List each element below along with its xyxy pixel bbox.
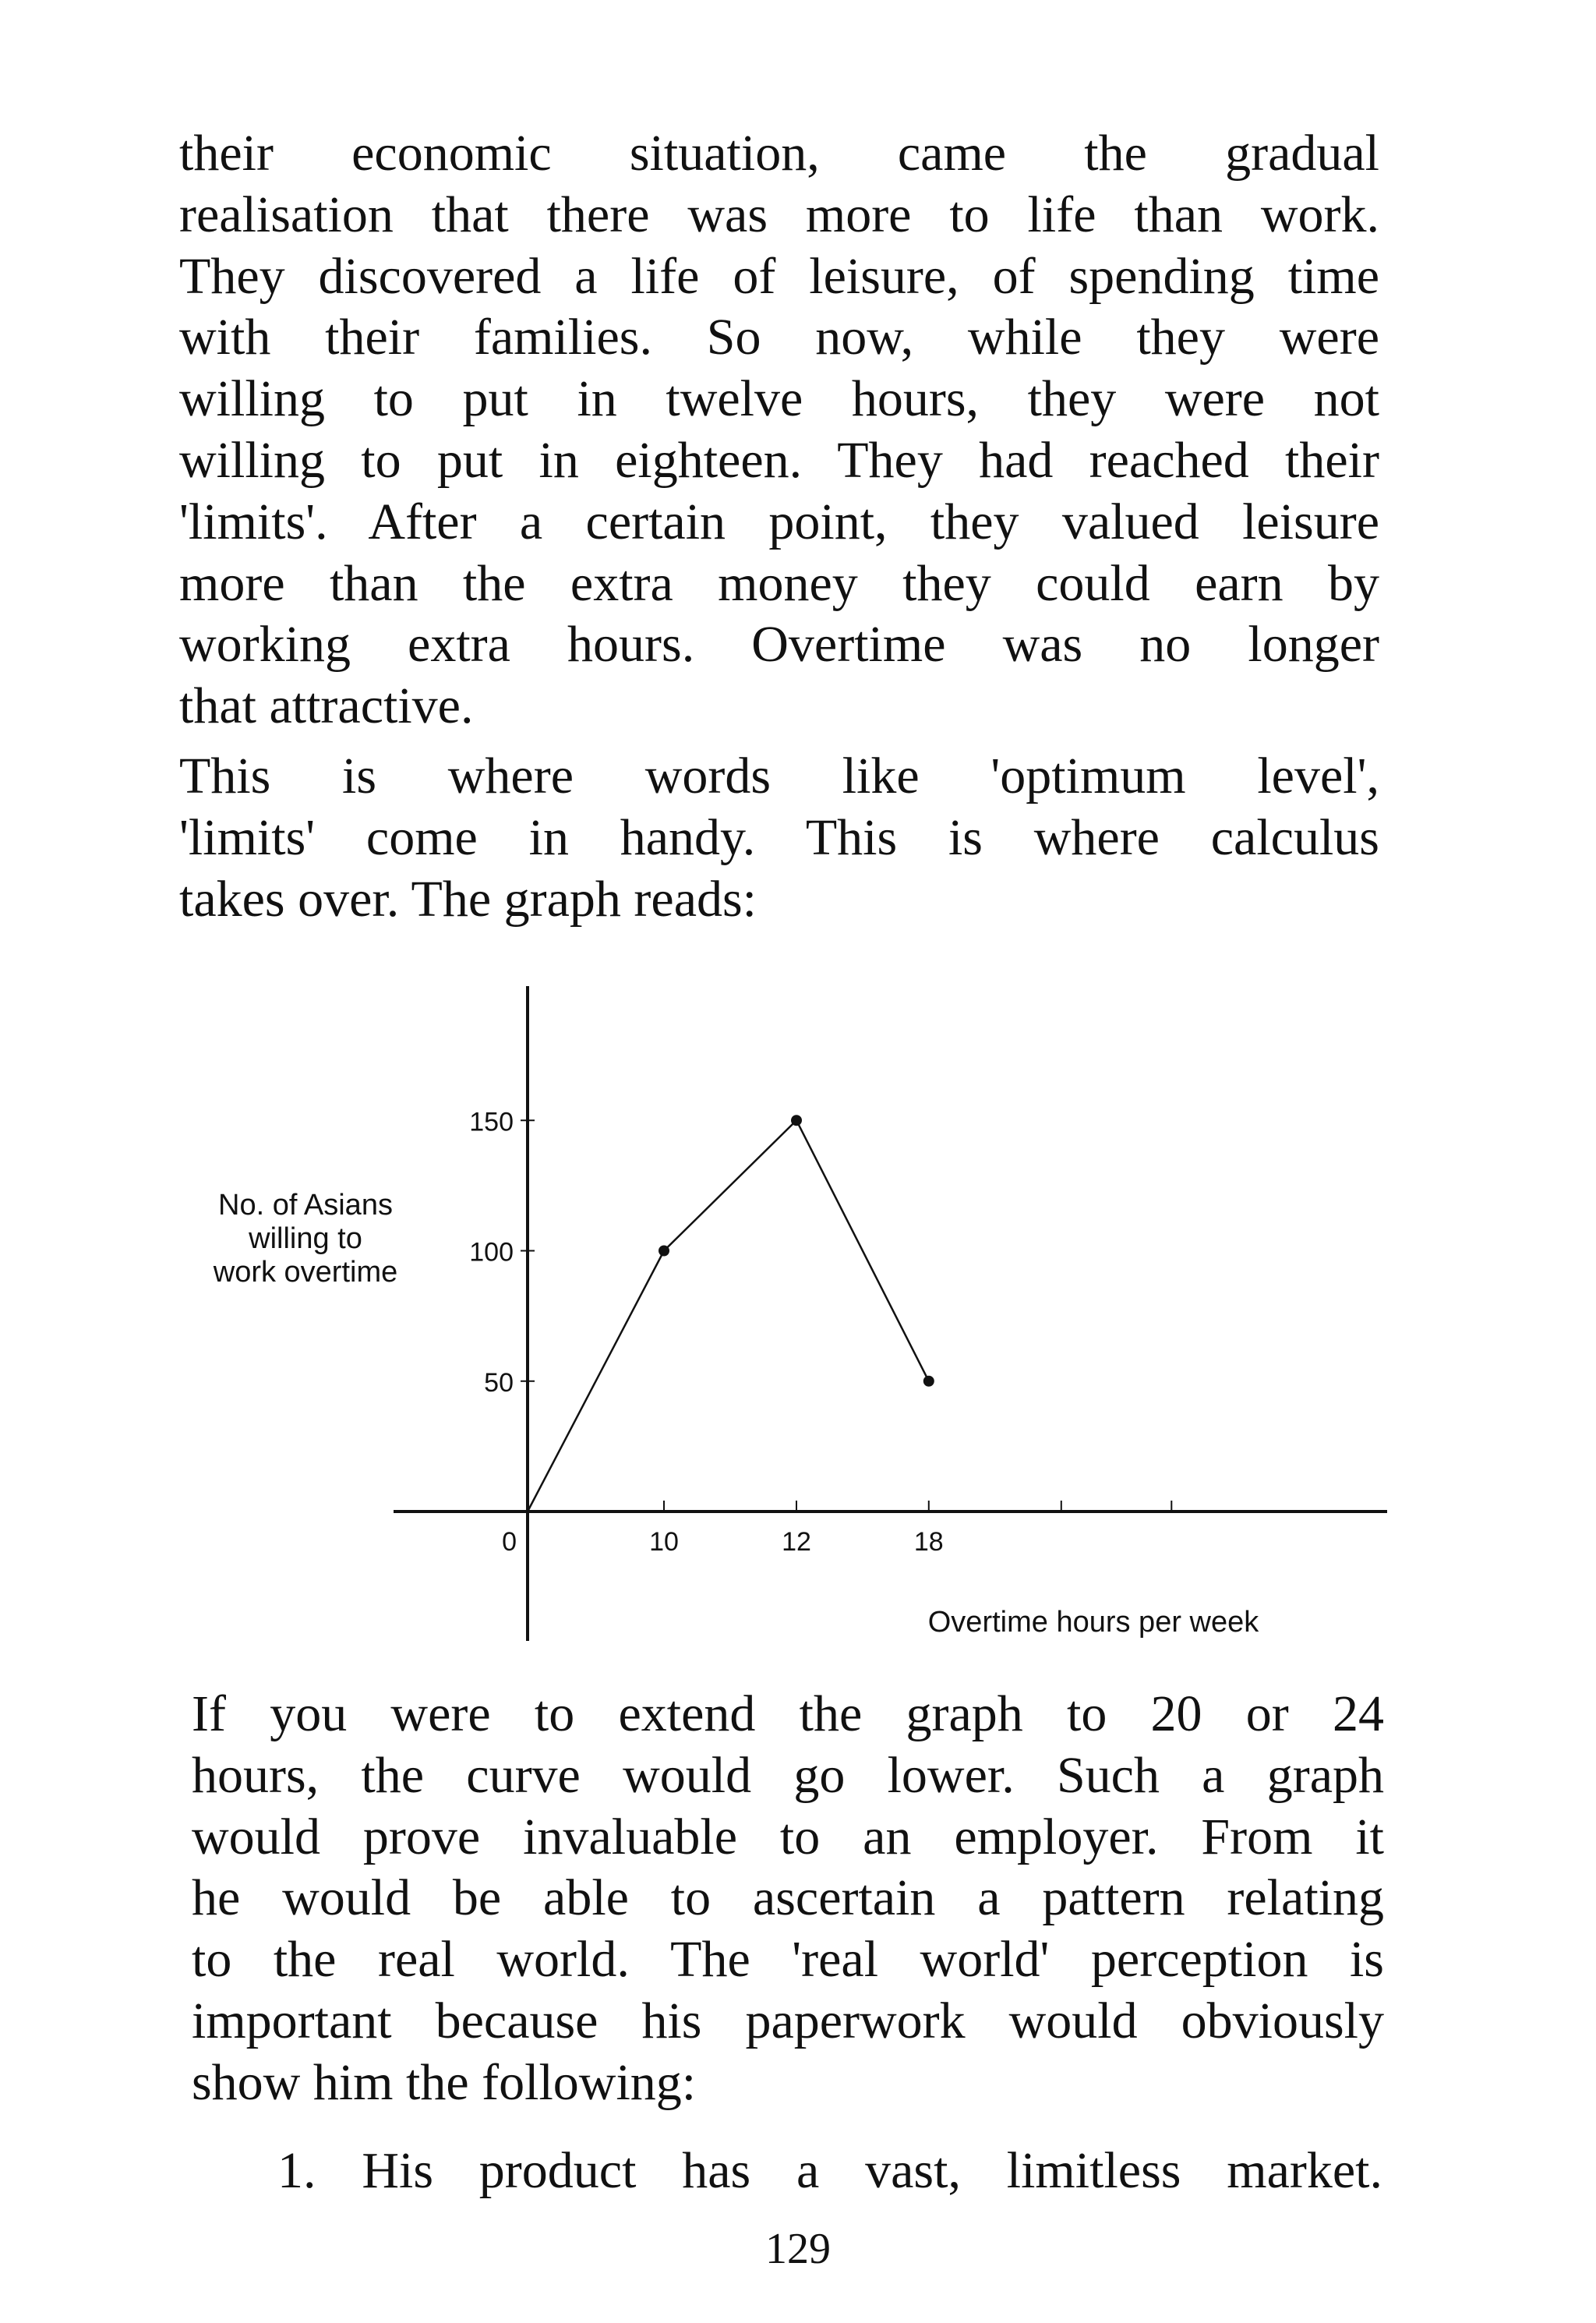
paragraph-3-line: show him the following: bbox=[192, 2053, 697, 2111]
paragraph-2-line: 'limits' come in handy. This is where calculus bbox=[179, 808, 1379, 866]
paragraph-3 bbox=[192, 1684, 1384, 2114]
y-tick-label: 150 bbox=[469, 1107, 514, 1137]
x-tick-label: 12 bbox=[782, 1527, 811, 1557]
y-axis-label: No. of Asians bbox=[218, 1189, 393, 1222]
x-tick-label: 10 bbox=[649, 1527, 679, 1557]
data-point bbox=[791, 1115, 802, 1126]
paragraph-1-line: willing to put in twelve hours, they were not bbox=[179, 370, 1379, 428]
x-axis-label: Overtime hours per week bbox=[927, 1606, 1259, 1639]
data-point bbox=[659, 1246, 669, 1257]
series-line bbox=[528, 1120, 929, 1512]
paragraph-1-line: 'limits'. After a certain point, they valued leisure bbox=[179, 493, 1379, 550]
y-axis-label: work overtime bbox=[213, 1256, 398, 1289]
paragraph-1-line: willing to put in eighteen. They had reached their bbox=[179, 431, 1379, 489]
paragraph-1-line: that attractive. bbox=[179, 677, 474, 735]
y-tick-label: 50 bbox=[484, 1367, 514, 1398]
paragraph-2-line: This is where words like 'optimum level', bbox=[179, 748, 1379, 804]
y-tick-label: 100 bbox=[469, 1237, 514, 1268]
paragraph-1-line: working extra hours. Overtime was no longer bbox=[179, 616, 1379, 674]
paragraph-1-line: more than the extra money they could earn by bbox=[179, 554, 1379, 612]
paragraph-3-line: important because his paperwork would obviously bbox=[192, 1992, 1384, 2049]
x-tick-label: 18 bbox=[913, 1527, 944, 1557]
paragraph-1 bbox=[179, 123, 1379, 737]
paragraph-3-line: to the real world. The 'real world' perception is bbox=[192, 1931, 1384, 1989]
data-point bbox=[923, 1376, 934, 1387]
list-item-1: 1. His product has a vast, limitless market. bbox=[277, 2142, 1382, 2199]
paragraph-1-line: with their families. So now, while they were bbox=[179, 309, 1379, 366]
paragraph-1-line: They discovered a life of leisure, of spending time bbox=[179, 247, 1379, 305]
paragraph-2 bbox=[179, 746, 1379, 930]
page-number: 129 bbox=[765, 2225, 831, 2273]
overtime-chart bbox=[171, 974, 1403, 1660]
paragraph-2-line: takes over. The graph reads: bbox=[179, 870, 757, 928]
paragraph-3-line: would prove invaluable to an employer. From it bbox=[192, 1808, 1384, 1865]
y-axis-label: willing to bbox=[249, 1222, 362, 1255]
paragraph-3-line: hours, the curve would go lower. Such a graph bbox=[192, 1746, 1384, 1804]
paragraph-1-line: their economic situation, came the gradual bbox=[179, 125, 1379, 182]
paragraph-1-line: realisation that there was more to life than work. bbox=[179, 186, 1379, 243]
x-tick-label: 0 bbox=[502, 1527, 517, 1557]
paragraph-3-line: he would be able to ascertain a pattern relating bbox=[192, 1869, 1384, 1927]
paragraph-3-line: If you were to extend the graph to 20 or 24 bbox=[192, 1685, 1384, 1742]
